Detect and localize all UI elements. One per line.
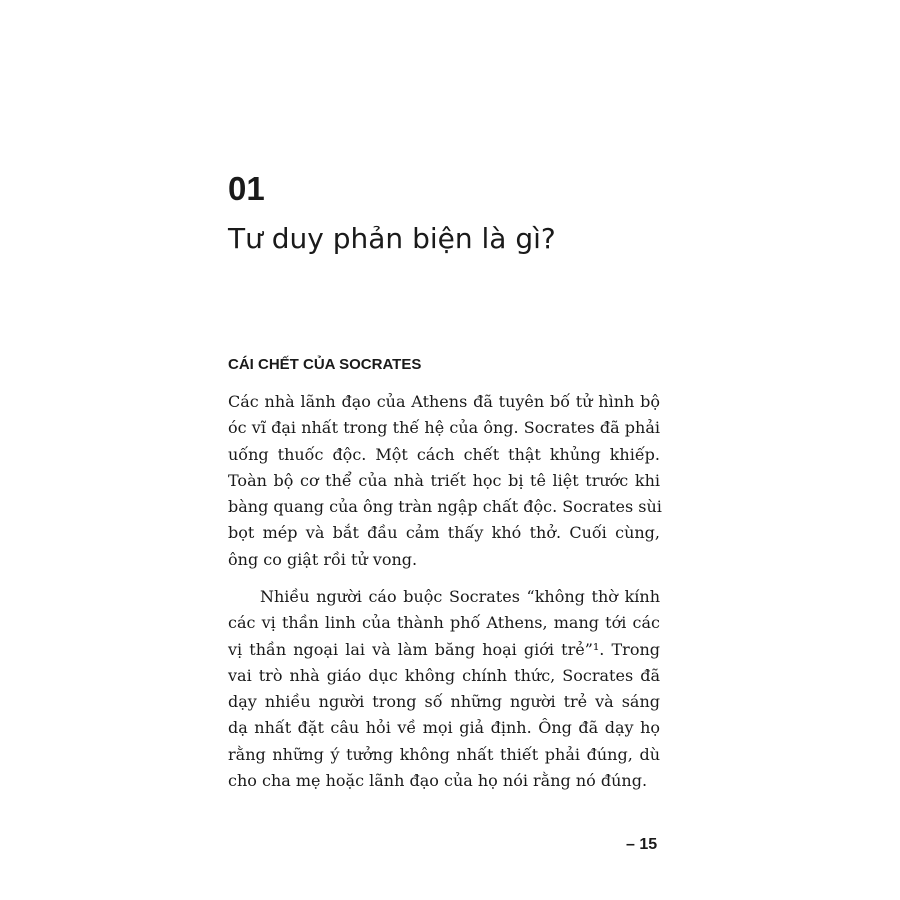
- paragraph-line: dạy nhiều người trong số những người trẻ và sáng: [228, 692, 660, 712]
- paragraph-line: ông co giật rồi tử vong.: [228, 549, 418, 569]
- paragraph-line: Nhiều người cáo buộc Socrates “không thờ kính: [260, 587, 660, 606]
- paragraph-line: Toàn bộ cơ thể của nhà triết học bị tê liệt trước khi: [228, 470, 660, 490]
- paragraph-line: cho cha mẹ hoặc lãnh đạo của họ nói rằng nó đúng.: [228, 771, 648, 791]
- paragraph-1: [228, 389, 660, 573]
- paragraph-line: Các nhà lãnh đạo của Athens đã tuyên bố tử hình bộ: [228, 392, 660, 411]
- paragraph-line: vai trò nhà giáo dục không chính thức, Socrates đã: [228, 665, 660, 685]
- paragraph-line: bọt mép và bắt đầu cảm thấy khó thở. Cuối cùng,: [228, 523, 660, 543]
- chapter-title: Tư duy phản biện là gì?: [228, 222, 556, 255]
- paragraph-line: các vị thần linh của thành phố Athens, mang tới các: [228, 613, 660, 633]
- paragraph-2: [228, 584, 660, 794]
- section-heading: CÁI CHẾT CỦA SOCRATES: [228, 356, 422, 373]
- page-number: – 15: [626, 836, 658, 853]
- paragraph-line: vị thần ngoại lai và làm băng hoại giới trẻ”¹. Trong: [228, 639, 660, 659]
- paragraph-line: bàng quang của ông tràn ngập chất độc. Socrates sùi: [228, 497, 662, 517]
- paragraph-line: rằng những ý tưởng không nhất thiết phải đúng, dù: [228, 744, 660, 764]
- paragraph-line: uống thuốc độc. Một cách chết thật khủng khiếp.: [228, 444, 660, 464]
- chapter-number: 01: [228, 170, 265, 207]
- paragraph-line: óc vĩ đại nhất trong thế hệ của ông. Socrates đã phải: [228, 418, 660, 438]
- paragraph-line: dạ nhất đặt câu hỏi về mọi giả định. Ông đã dạy họ: [228, 718, 660, 738]
